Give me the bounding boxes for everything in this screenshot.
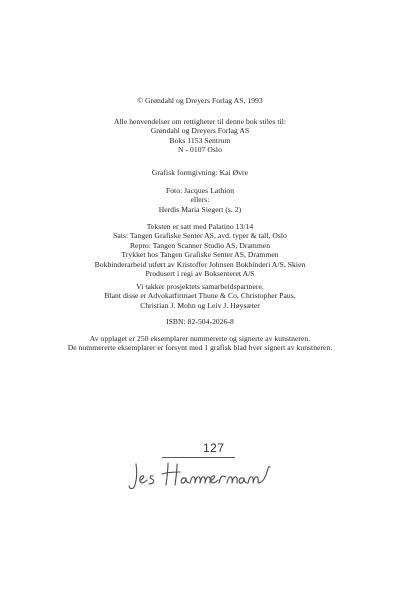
partners-line: Blant disse er Advokatfirmaet Thune & Co, Christopher Paus, [104, 291, 296, 301]
artist-signature [128, 460, 298, 492]
rights-line: Alle henvendelser om rettigheter til denne bok stiles til: [113, 117, 287, 126]
signature-stroke-a [181, 478, 189, 483]
thanks-block [0, 282, 400, 310]
signature-stroke-j [129, 464, 137, 489]
repro-line: Repro: Tangen Scanner Studio AS, Drammen [129, 240, 271, 250]
signature-stroke-s [149, 476, 154, 484]
signature-stroke-h-bar [162, 472, 180, 474]
copy-number-field [162, 441, 235, 458]
signature-stroke-h-right [175, 464, 177, 485]
signature-stroke-a2 [239, 478, 247, 483]
typeface-line: Teksten er satt med Palatino 13/14 [146, 222, 254, 231]
photo-other-line: Herdis Maria Siegert (s. 2) [158, 204, 242, 214]
isbn-line: ISBN: 82-504-2026-8 [166, 317, 234, 326]
rights-contact-block [0, 117, 400, 155]
photo-credits [0, 186, 400, 214]
photo-line: Foto: Jacques Lathion [165, 186, 235, 195]
signature-stroke-nn [248, 477, 258, 483]
signature-stroke-m [227, 477, 237, 483]
partners-line-2: Christian J. Mohn og Leiv J. Høysæter [140, 300, 260, 310]
publisher-name: Grøndahl og Dreyers Forlag AS [150, 126, 250, 136]
signature-stroke-h-left [166, 463, 168, 485]
copy-number: 127 [203, 441, 225, 455]
photo-else-line: ellers: [190, 195, 210, 205]
design-credit [0, 168, 400, 177]
copyright-line: © Grøndahl og Dreyers Forlag AS, 1993 [137, 96, 263, 105]
design-line: Grafisk formgivning: Kai Øvre [151, 168, 249, 177]
binding-line: Bokbinderarbeid utført av Kristoffer Johnsen Bokbinderi A/S, Skien [94, 259, 306, 269]
signature-stroke-e2 [211, 476, 218, 483]
edition-line-1: Av opplaget er 250 eksemplarer nummererte og signerte av kunstneren. [89, 334, 311, 343]
edition-notice [0, 334, 400, 353]
publisher-postcode: N - 0107 Oslo [178, 145, 222, 155]
signature-stroke-mm [190, 477, 210, 483]
copyright-notice [0, 96, 400, 105]
production-credits [0, 222, 400, 278]
typesetting-line: Sats: Tangen Grafiske Senter AS, avd. typer & tall, Oslo [113, 231, 287, 241]
edition-line-2: De nummererte eksemplarer er forsynt med 1 grafisk blad hver signert av kunstneren. [67, 343, 333, 353]
production-line: Produsert i regi av Boksenteret A/S [145, 269, 255, 279]
printing-line: Trykket hos Tangen Grafiske Senter AS, Drammen [121, 250, 279, 260]
publisher-box: Boks 1153 Sentrum [169, 135, 231, 145]
signature-stroke-r [219, 476, 226, 483]
signature-stroke-tail [259, 467, 270, 483]
signature-stroke-e [140, 476, 147, 483]
thanks-line: Vi takker prosjektets samarbeidspartnere. [136, 282, 264, 291]
isbn [0, 317, 400, 326]
